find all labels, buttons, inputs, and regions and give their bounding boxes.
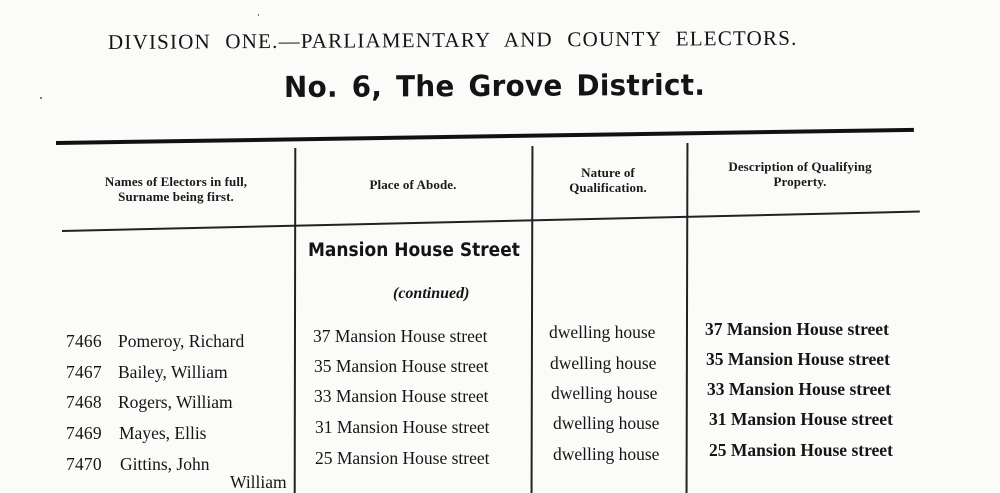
place-of-abode: 31 Mansion House street xyxy=(315,417,490,437)
place-of-abode: 33 Mansion House street xyxy=(314,386,489,406)
place-of-abode: 25 Mansion House street xyxy=(315,448,490,468)
place-of-abode: 35 Mansion House street xyxy=(314,356,489,376)
column-header-line: Nature of xyxy=(581,165,635,180)
qualifying-property: 31 Mansion House street xyxy=(709,409,893,429)
column-header-line: Qualification. xyxy=(569,180,647,195)
header-bottom-rule xyxy=(62,211,920,232)
qualifying-property: 37 Mansion House street xyxy=(705,319,889,339)
elector-number: 7466 xyxy=(66,331,102,351)
elector-name: Pomeroy, Richard xyxy=(118,331,245,351)
column-header-line: Place of Abode. xyxy=(369,177,457,192)
place-of-abode: 37 Mansion House street xyxy=(313,326,488,346)
elector-name: Mayes, Ellis xyxy=(119,423,207,443)
qualification: dwelling house xyxy=(550,353,657,373)
column-header-qualification xyxy=(548,165,668,195)
column-divider xyxy=(686,143,688,493)
division-heading: DIVISION ONE.—PARLIAMENTARY AND COUNTY ELECTORS. xyxy=(107,25,798,54)
column-header-line: Description of Qualifying xyxy=(728,159,872,174)
column-header-line: Surname being first. xyxy=(118,189,234,204)
column-divider xyxy=(294,148,296,493)
scan-speck xyxy=(40,97,42,99)
column-divider xyxy=(531,146,533,493)
qualifying-property: 33 Mansion House street xyxy=(707,379,891,399)
qualifying-property: 35 Mansion House street xyxy=(706,349,890,369)
continued-note: (continued) xyxy=(393,285,470,302)
qualification: dwelling house xyxy=(549,322,656,342)
column-header-names xyxy=(76,174,276,204)
scan-speck xyxy=(258,14,259,16)
qualification: dwelling house xyxy=(553,444,660,464)
column-header-line: Property. xyxy=(773,174,827,189)
elector-number: 7468 xyxy=(66,392,102,412)
column-header-line: Names of Electors in full, xyxy=(104,174,248,189)
elector-number: 7469 xyxy=(66,423,102,443)
column-header-abode xyxy=(318,177,508,192)
column-header-property xyxy=(700,159,900,189)
elector-name: Gittins, John xyxy=(120,454,210,474)
qualification: dwelling house xyxy=(553,413,660,433)
table-top-rule xyxy=(56,128,914,145)
elector-number: 7467 xyxy=(66,362,102,382)
elector-number: 7470 xyxy=(66,454,102,474)
district-title: No. 6, The Grove District. xyxy=(283,67,706,104)
qualification: dwelling house xyxy=(551,383,658,403)
elector-name: Rogers, William xyxy=(118,392,233,412)
elector-name-continued: William xyxy=(230,472,287,492)
elector-name: Bailey, William xyxy=(118,362,228,382)
qualifying-property: 25 Mansion House street xyxy=(709,440,893,460)
street-section-heading: Mansion House Street xyxy=(308,240,520,261)
